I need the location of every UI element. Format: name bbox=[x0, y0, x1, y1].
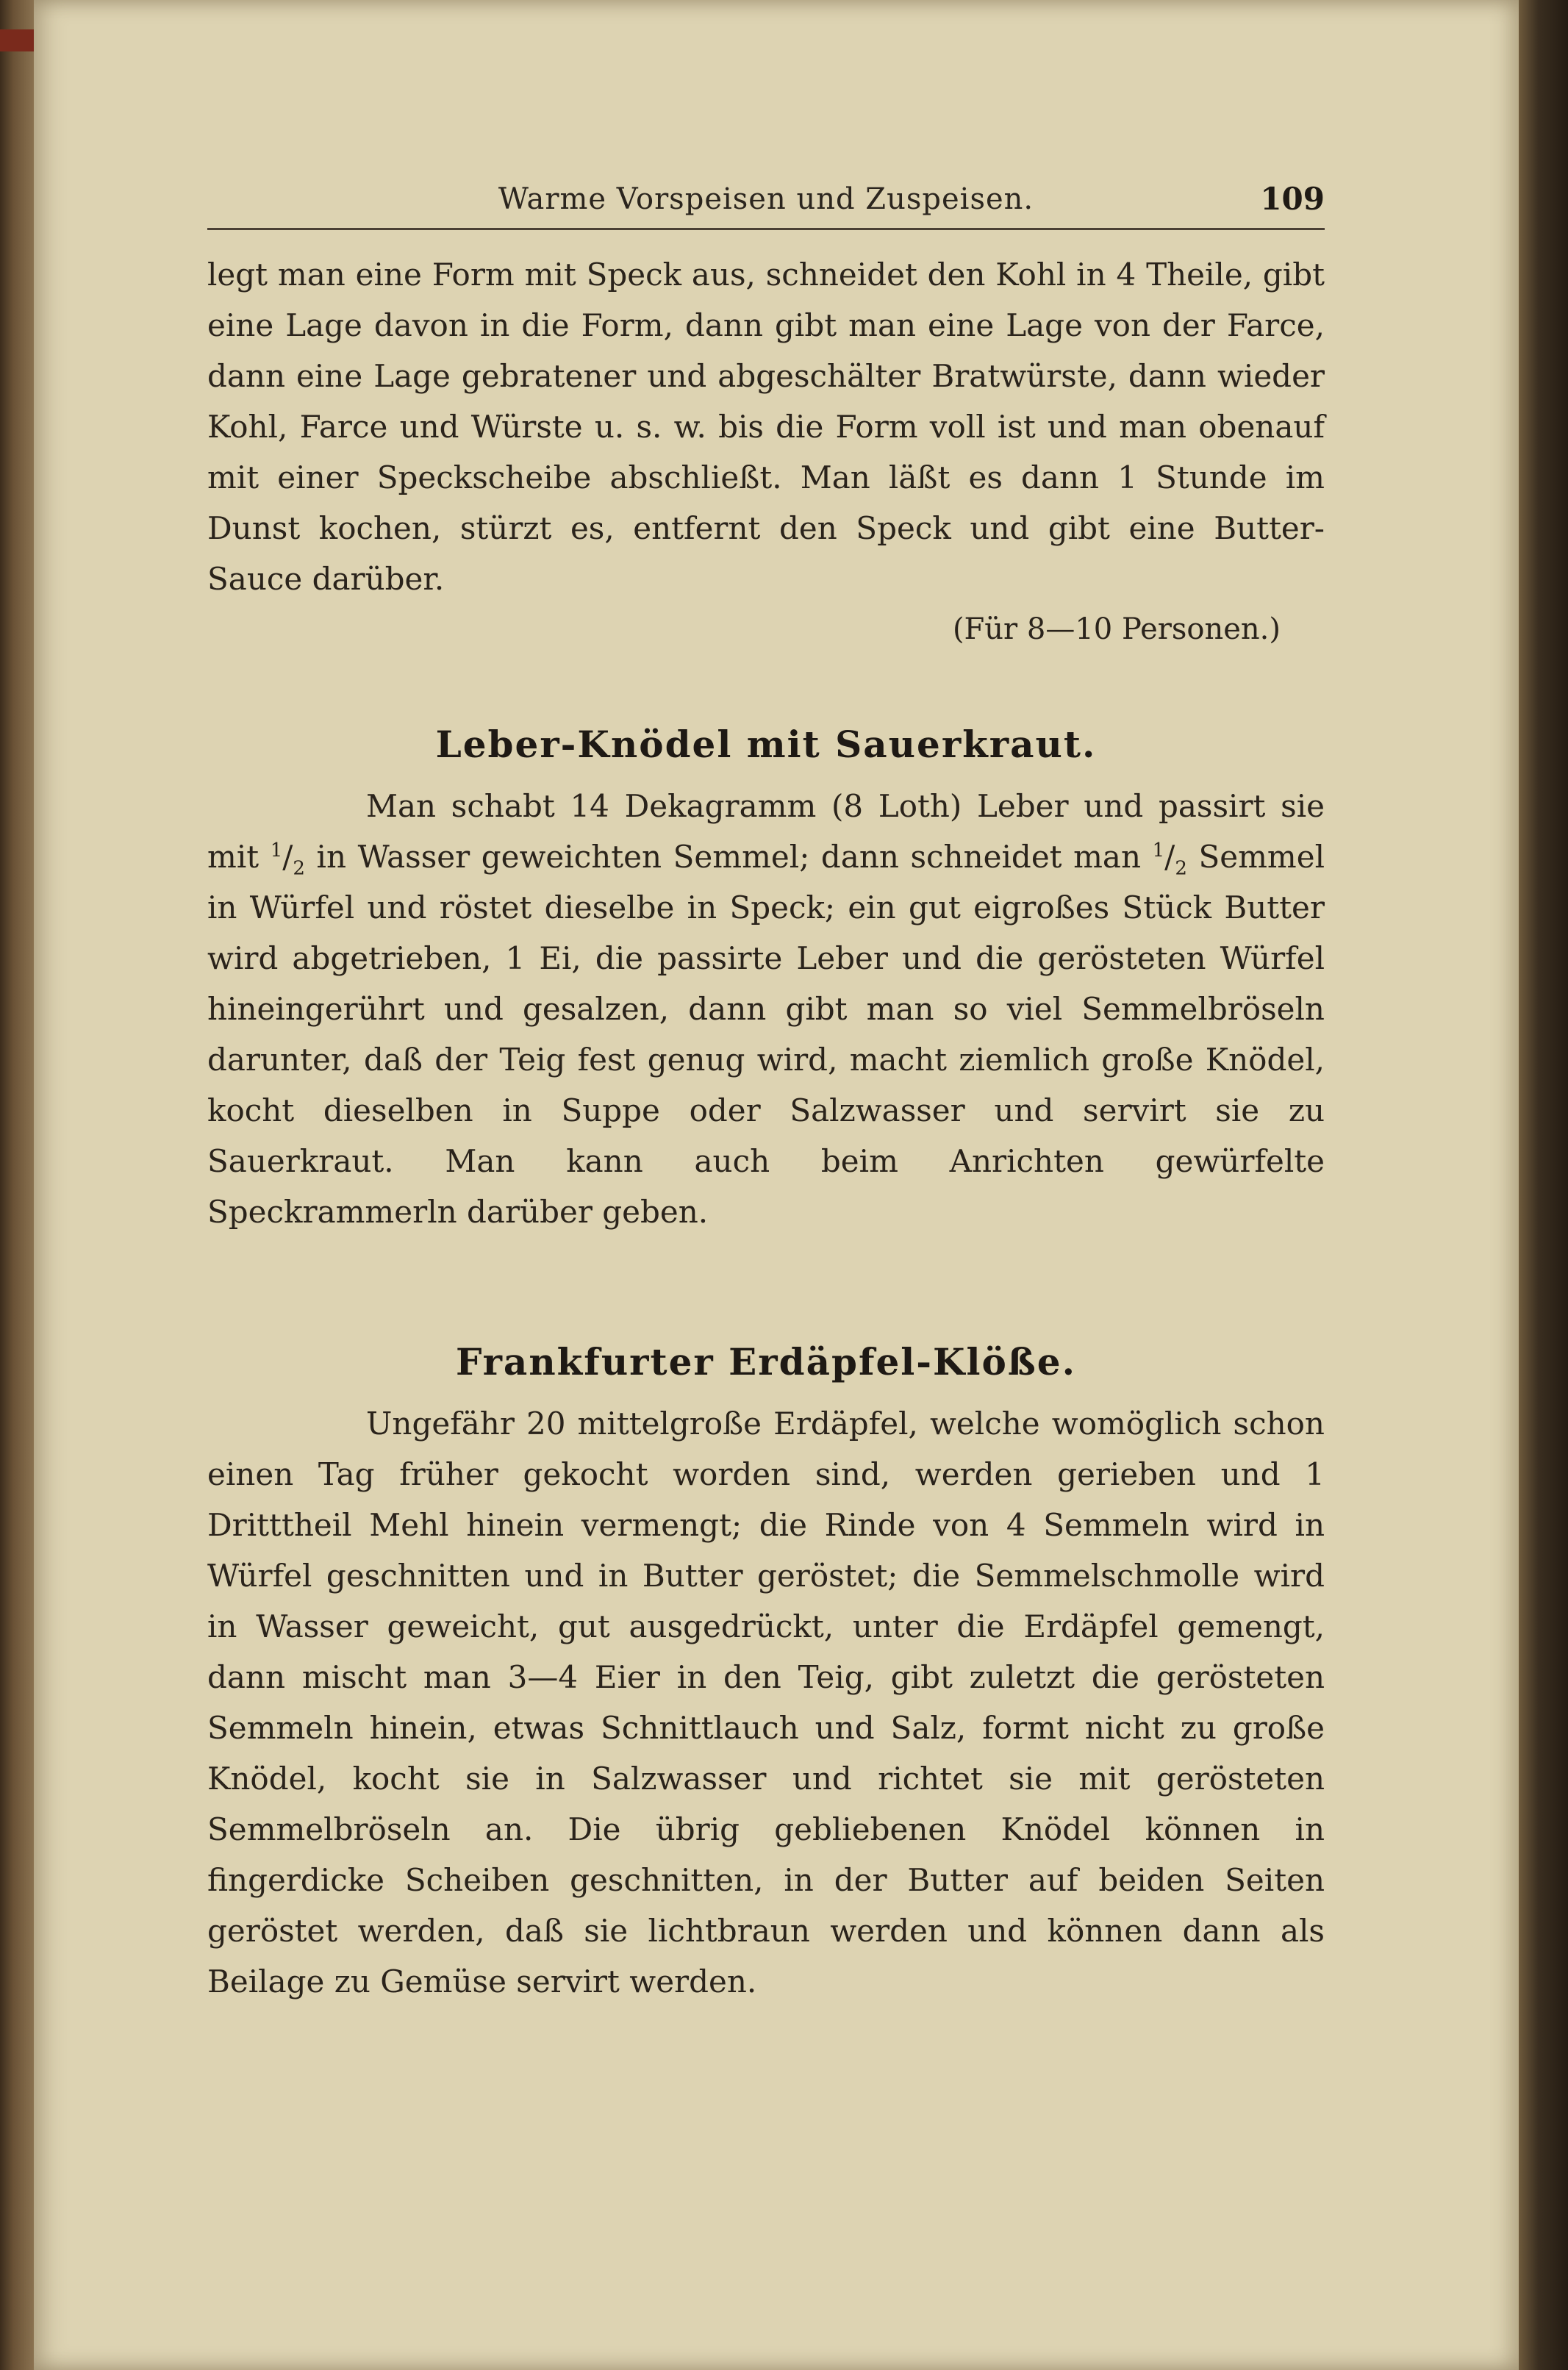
recipe-title-frankfurter-kloesse: Frankfurter Erdäpfel-Klöße. bbox=[455, 1340, 1077, 1383]
fraction-denominator: 2 bbox=[293, 857, 305, 880]
continuation-paragraph: legt man eine Form mit Speck aus, schneidet den Kohl in 4 Theile, gibt eine Lage davon in die Form, dann gibt man eine Lage von der Farce, dann eine Lage gebratener und abgeschälter Bratwürste, dann wieder Kohl, Farce und Würste u. s. w. bis die Form voll ist und man obenauf mit einer Speckscheibe abschließt. Man läßt es dann 1 Stunde im Dunst kochen, stürzt es, entfernt den Speck und gibt eine Butter-Sauce darüber. bbox=[207, 257, 1325, 597]
book-page bbox=[34, 0, 1519, 2370]
fraction-denominator: 2 bbox=[1175, 857, 1187, 880]
running-head bbox=[207, 176, 1325, 230]
page-number: 109 bbox=[1260, 181, 1325, 217]
recipe-text-part: Man schabt 14 Dekagramm (8 Loth) Leber und passirt sie mit bbox=[207, 788, 1325, 875]
binding-mark bbox=[0, 29, 34, 51]
page-content bbox=[207, 176, 1325, 2007]
fraction-half: $^1/_2$ bbox=[1152, 839, 1187, 880]
recipe-text-part: Semmel in Würfel und röstet dieselbe in Speck; ein gut eigroßes Stück Butter wird abgetrieben, 1 Ei, die passirte Leber und die gerösteten Würfel hineingerührt und gesalzen, dann gibt man so viel Semmelbröseln darunter, daß der Teig fest genug wird, macht ziemlich große Knödel, kocht dieselben in Suppe oder Salzwasser und servirt sie zu Sauerkraut. Man kann auch beim Anrichten gewürfelte Speckrammerln darüber geben. bbox=[207, 839, 1325, 1230]
running-head-title: Warme Vorspeisen und Zuspeisen. bbox=[498, 182, 1034, 216]
recipe-title-leber-knoedel: Leber-Knödel mit Sauerkraut. bbox=[435, 723, 1097, 766]
book-fore-edge bbox=[1519, 0, 1568, 2370]
recipe-text-part: in Wasser geweichten Semmel; dann schneidet man bbox=[316, 839, 1142, 875]
adjacent-page-edge bbox=[0, 0, 34, 2370]
fraction-numerator: 1 bbox=[1152, 839, 1165, 862]
fraction-numerator: 1 bbox=[270, 839, 283, 862]
fraction-half: $^1/_2$ bbox=[270, 839, 305, 880]
recipe-paragraph-frankfurter-kloesse: Ungefähr 20 mittelgroße Erdäpfel, welche womöglich schon einen Tag früher gekocht worden sind, werden gerieben und 1 Dritttheil Mehl hinein vermengt; die Rinde von 4 Semmeln wird in Würfel geschnitten und in Butter geröstet; die Semmelschmolle wird in Wasser geweicht, gut ausgedrückt, unter die Erdäpfel gemengt, dann mischt man 3—4 Eier in den Teig, gibt zuletzt die gerösteten Semmeln hinein, etwas Schnittlauch und Salz, formt nicht zu große Knödel, kocht sie in Salzwasser und richtet sie mit gerösteten Semmelbröseln an. Die übrig gebliebenen Knödel können in fingerdicke Scheiben geschnitten, in der Butter auf beiden Seiten geröstet werden, daß sie lichtbraun werden und können dann als Beilage zu Gemüse servirt werden. bbox=[207, 1406, 1325, 2000]
serving-note: (Für 8—10 Personen.) bbox=[952, 612, 1281, 646]
recipe-paragraph-leber-knoedel bbox=[207, 781, 1325, 1237]
